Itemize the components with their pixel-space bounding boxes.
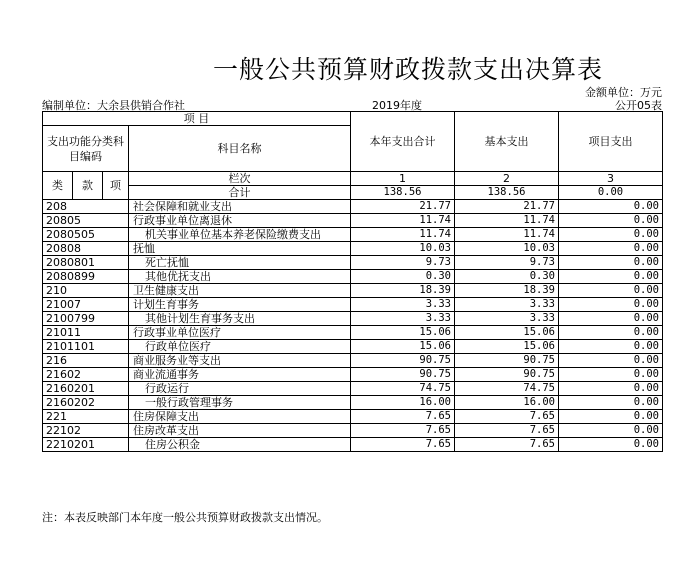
table-row [43,256,663,270]
row-name: 住房保障支出 [129,410,351,424]
row-total: 3.33 [351,312,455,326]
row-name: 行政事业单位医疗 [129,326,351,340]
item-header: 项 目 [43,112,351,126]
row-project: 0.00 [559,354,663,368]
row-name: 社会保障和就业支出 [129,200,351,214]
row-total: 15.06 [351,340,455,354]
row-code: 2160201 [43,382,129,396]
table-row [43,228,663,242]
table-row [43,326,663,340]
row-basic: 11.74 [455,228,559,242]
row-code: 210 [43,284,129,298]
row-project: 0.00 [559,438,663,452]
name-header: 科目名称 [129,126,351,172]
row-name: 死亡抚恤 [129,256,351,270]
table-row [43,298,663,312]
col-total-header: 本年支出合计 [351,112,455,172]
row-project: 0.00 [559,298,663,312]
row-code: 21007 [43,298,129,312]
lanci-label: 栏次 [129,172,351,186]
table-row [43,284,663,298]
col-basic-header: 基本支出 [455,112,559,172]
row-basic: 18.39 [455,284,559,298]
row-basic: 7.65 [455,438,559,452]
table-row [43,424,663,438]
code-header: 支出功能分类科目编码 [43,126,129,172]
table-row [43,354,663,368]
row-total: 7.65 [351,410,455,424]
row-code: 20805 [43,214,129,228]
row-project: 0.00 [559,256,663,270]
xiang-header: 项 [103,172,129,200]
row-project: 0.00 [559,228,663,242]
row-total: 10.03 [351,242,455,256]
row-name: 行政事业单位离退休 [129,214,351,228]
sum-basic: 138.56 [455,186,559,200]
row-code: 221 [43,410,129,424]
row-code: 208 [43,200,129,214]
row-total: 7.65 [351,438,455,452]
row-code: 21602 [43,368,129,382]
row-code: 2080801 [43,256,129,270]
row-basic: 90.75 [455,368,559,382]
row-basic: 21.77 [455,200,559,214]
table-row [43,312,663,326]
row-project: 0.00 [559,326,663,340]
year-label: 2019年度 [372,99,422,112]
col-3-number: 3 [559,172,663,186]
table-row [43,382,663,396]
row-basic: 10.03 [455,242,559,256]
expenditure-table [42,111,663,452]
row-name: 一般行政管理事务 [129,396,351,410]
row-project: 0.00 [559,312,663,326]
table-row [43,200,663,214]
row-basic: 74.75 [455,382,559,396]
row-total: 15.06 [351,326,455,340]
row-project: 0.00 [559,424,663,438]
row-total: 0.30 [351,270,455,284]
row-code: 22102 [43,424,129,438]
row-basic: 7.65 [455,410,559,424]
row-name: 机关事业单位基本养老保险缴费支出 [129,228,351,242]
table-row [43,396,663,410]
col-1-number: 1 [351,172,455,186]
row-basic: 15.06 [455,340,559,354]
row-total: 11.74 [351,228,455,242]
header-row-item [43,112,663,126]
row-basic: 16.00 [455,396,559,410]
row-total: 11.74 [351,214,455,228]
row-project: 0.00 [559,340,663,354]
row-basic: 90.75 [455,354,559,368]
row-total: 74.75 [351,382,455,396]
row-name: 其他优抚支出 [129,270,351,284]
sum-total: 138.56 [351,186,455,200]
row-code: 2080899 [43,270,129,284]
row-name: 行政单位医疗 [129,340,351,354]
row-code: 2210201 [43,438,129,452]
row-project: 0.00 [559,368,663,382]
row-basic: 7.65 [455,424,559,438]
table-row [43,270,663,284]
org-label: 编制单位：大余县供销合作社 [42,99,185,112]
row-project: 0.00 [559,382,663,396]
header-row-lanci [43,172,663,186]
row-code: 20808 [43,242,129,256]
row-name: 其他计划生育事务支出 [129,312,351,326]
row-basic: 3.33 [455,298,559,312]
row-name: 商业流通事务 [129,368,351,382]
row-name: 抚恤 [129,242,351,256]
unit-label: 金额单位：万元 [585,86,662,99]
row-project: 0.00 [559,200,663,214]
kuan-header: 款 [73,172,103,200]
row-basic: 0.30 [455,270,559,284]
row-code: 2160202 [43,396,129,410]
row-total: 7.65 [351,424,455,438]
row-code: 2101101 [43,340,129,354]
row-project: 0.00 [559,410,663,424]
row-name: 住房公积金 [129,438,351,452]
footnote: 注：本表反映部门本年度一般公共预算财政拨款支出情况。 [42,511,328,524]
row-name: 住房改革支出 [129,424,351,438]
table-row [43,340,663,354]
col-project-header: 项目支出 [559,112,663,172]
row-code: 2080505 [43,228,129,242]
table-row [43,410,663,424]
row-project: 0.00 [559,242,663,256]
row-project: 0.00 [559,396,663,410]
table-row [43,438,663,452]
row-basic: 11.74 [455,214,559,228]
row-name: 卫生健康支出 [129,284,351,298]
lei-header: 类 [43,172,73,200]
form-code: 公开05表 [615,99,662,112]
sum-project: 0.00 [559,186,663,200]
table-row [43,368,663,382]
row-name: 行政运行 [129,382,351,396]
row-code: 21011 [43,326,129,340]
sum-row [43,186,663,200]
meta-line [42,97,662,111]
table-row [43,242,663,256]
col-2-number: 2 [455,172,559,186]
row-project: 0.00 [559,284,663,298]
row-name: 计划生育事务 [129,298,351,312]
row-basic: 3.33 [455,312,559,326]
row-basic: 9.73 [455,256,559,270]
row-name: 商业服务业等支出 [129,354,351,368]
row-total: 9.73 [351,256,455,270]
row-total: 18.39 [351,284,455,298]
row-total: 21.77 [351,200,455,214]
table-row [43,214,663,228]
row-total: 90.75 [351,354,455,368]
page-title: 一般公共预算财政拨款支出决算表 [212,55,603,84]
row-basic: 15.06 [455,326,559,340]
row-total: 3.33 [351,298,455,312]
row-project: 0.00 [559,214,663,228]
row-total: 90.75 [351,368,455,382]
row-code: 2100799 [43,312,129,326]
row-code: 216 [43,354,129,368]
row-project: 0.00 [559,270,663,284]
sum-label: 合计 [129,186,351,200]
row-total: 16.00 [351,396,455,410]
